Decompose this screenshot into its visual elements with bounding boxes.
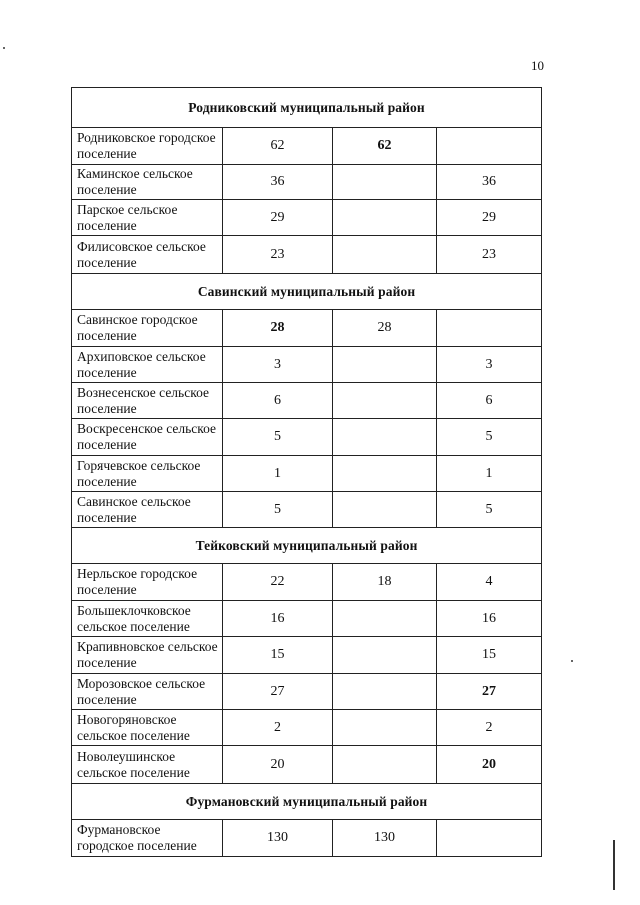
- value-cell-col2: 62: [333, 128, 437, 165]
- table-row: [72, 383, 542, 419]
- value-cell-col2: 18: [333, 564, 437, 601]
- table-row: [72, 165, 542, 200]
- table-row: [72, 637, 542, 674]
- section-title: Тейковский муниципальный район: [72, 528, 542, 564]
- value-cell-col2: [333, 236, 437, 274]
- section-title: Родниковский муниципальный район: [72, 88, 542, 128]
- value-cell-total: 36: [223, 165, 333, 200]
- value-cell-total: 6: [223, 383, 333, 419]
- value-cell-col3: [437, 310, 542, 347]
- table-row: [72, 200, 542, 236]
- settlement-name-cell: Савинское сельское поселение: [72, 492, 223, 528]
- value-cell-col3: 27: [437, 674, 542, 710]
- settlement-name-cell: Каминское сельское поселение: [72, 165, 223, 200]
- table-row: [72, 128, 542, 165]
- value-cell-col2: [333, 165, 437, 200]
- settlement-name-cell: Воскресенское сельское поселение: [72, 419, 223, 456]
- settlement-name-cell: Крапивновское сельское поселение: [72, 637, 223, 674]
- table-row: [72, 746, 542, 784]
- section-title: Савинский муниципальный район: [72, 274, 542, 310]
- value-cell-col3: 1: [437, 456, 542, 492]
- table-body: [72, 88, 542, 857]
- section-header-row: [72, 784, 542, 820]
- settlement-name-cell: Горячевское сельское поселение: [72, 456, 223, 492]
- settlement-name-cell: Фурмановское городское поселение: [72, 820, 223, 857]
- table-row: [72, 601, 542, 637]
- settlement-name-cell: Парское сельское поселение: [72, 200, 223, 236]
- scan-speck: [3, 47, 5, 49]
- value-cell-total: 29: [223, 200, 333, 236]
- value-cell-col2: [333, 674, 437, 710]
- value-cell-col2: [333, 200, 437, 236]
- page-number: 10: [531, 58, 544, 73]
- value-cell-col3: 29: [437, 200, 542, 236]
- section-title: Фурмановский муниципальный район: [72, 784, 542, 820]
- value-cell-col2: 28: [333, 310, 437, 347]
- settlement-name-cell: Родниковское городское поселение: [72, 128, 223, 165]
- settlement-name-cell: Морозовское сельское поселение: [72, 674, 223, 710]
- value-cell-total: 20: [223, 746, 333, 784]
- value-cell-total: 3: [223, 347, 333, 383]
- value-cell-col2: [333, 492, 437, 528]
- value-cell-total: 1: [223, 456, 333, 492]
- value-cell-col3: 4: [437, 564, 542, 601]
- settlement-name-cell: Вознесенское сельское поселение: [72, 383, 223, 419]
- section-header-row: [72, 528, 542, 564]
- value-cell-col3: 5: [437, 492, 542, 528]
- value-cell-col3: 3: [437, 347, 542, 383]
- value-cell-col2: [333, 347, 437, 383]
- value-cell-col2: [333, 637, 437, 674]
- value-cell-col2: [333, 383, 437, 419]
- value-cell-col2: [333, 419, 437, 456]
- value-cell-total: 5: [223, 419, 333, 456]
- table-row: [72, 820, 542, 857]
- settlements-table: [71, 87, 542, 857]
- value-cell-total: 16: [223, 601, 333, 637]
- section-header-row: [72, 88, 542, 128]
- value-cell-total: 22: [223, 564, 333, 601]
- margin-scan-mark: [613, 840, 615, 890]
- value-cell-total: 23: [223, 236, 333, 274]
- value-cell-col3: 2: [437, 710, 542, 746]
- value-cell-total: 2: [223, 710, 333, 746]
- value-cell-total: 130: [223, 820, 333, 857]
- settlement-name-cell: Филисовское сельское поселение: [72, 236, 223, 274]
- settlement-name-cell: Нерльское городское поселение: [72, 564, 223, 601]
- value-cell-col3: 6: [437, 383, 542, 419]
- value-cell-col3: 5: [437, 419, 542, 456]
- table-row: [72, 456, 542, 492]
- settlement-name-cell: Савинское городское поселение: [72, 310, 223, 347]
- value-cell-total: 27: [223, 674, 333, 710]
- table-row: [72, 310, 542, 347]
- value-cell-col3: [437, 128, 542, 165]
- value-cell-col2: 130: [333, 820, 437, 857]
- settlement-name-cell: Новолеушинское сельское поселение: [72, 746, 223, 784]
- value-cell-total: 28: [223, 310, 333, 347]
- table-row: [72, 564, 542, 601]
- value-cell-col3: [437, 820, 542, 857]
- table-row: [72, 347, 542, 383]
- table-row: [72, 419, 542, 456]
- value-cell-total: 5: [223, 492, 333, 528]
- table-row: [72, 674, 542, 710]
- value-cell-col3: 23: [437, 236, 542, 274]
- settlement-name-cell: Большеклочковское сельское поселение: [72, 601, 223, 637]
- value-cell-col2: [333, 456, 437, 492]
- value-cell-col3: 15: [437, 637, 542, 674]
- value-cell-col2: [333, 601, 437, 637]
- table-row: [72, 492, 542, 528]
- section-header-row: [72, 274, 542, 310]
- value-cell-total: 15: [223, 637, 333, 674]
- settlement-name-cell: Новогоряновское сельское поселение: [72, 710, 223, 746]
- value-cell-col3: 36: [437, 165, 542, 200]
- value-cell-col3: 16: [437, 601, 542, 637]
- table-row: [72, 236, 542, 274]
- value-cell-total: 62: [223, 128, 333, 165]
- table-row: [72, 710, 542, 746]
- value-cell-col3: 20: [437, 746, 542, 784]
- scan-speck: [571, 660, 573, 662]
- value-cell-col2: [333, 710, 437, 746]
- value-cell-col2: [333, 746, 437, 784]
- settlement-name-cell: Архиповское сельское поселение: [72, 347, 223, 383]
